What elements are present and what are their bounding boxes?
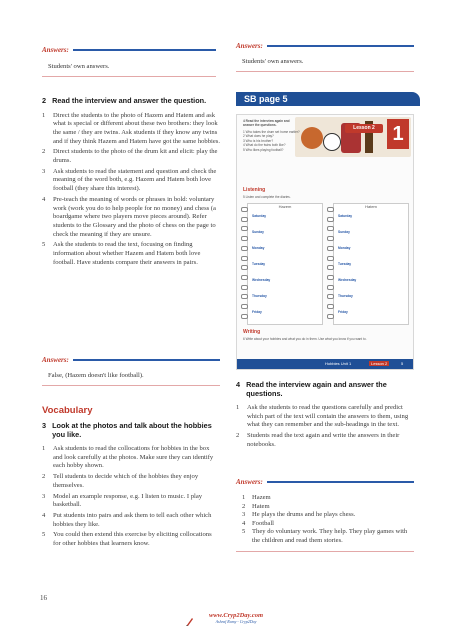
answer-item: 5 They do voluntary work. They help. They play games with the children and read them stories.	[242, 528, 408, 544]
diary-day: Wednesday	[252, 278, 271, 282]
answers-divider	[73, 359, 220, 361]
step-item: 3 Ask students to read the statement and question and check the meaning of the word both, e.g. Hazem and Hatem both love football (they share this interest).	[42, 167, 217, 193]
step-item: 4 Put students into pairs and ask them to tell each other which hobbies they like.	[42, 511, 212, 528]
answer-item: 3 He plays the drums and he plays chess.	[242, 511, 356, 519]
diary-spiral-left	[241, 207, 249, 319]
sb-footer	[237, 359, 413, 369]
vocabulary-section	[42, 405, 220, 551]
diary-day: Friday	[252, 310, 262, 314]
answers-label: Answers:	[42, 356, 69, 364]
diary-day: Friday	[338, 310, 348, 314]
section-3-heading	[42, 422, 220, 439]
answers-label: Answers:	[236, 478, 263, 486]
section-2-steps	[42, 112, 220, 268]
football-icon	[323, 133, 341, 151]
lesson-badge: Lesson 2	[345, 124, 383, 133]
step-item: 2 Tell students to decide which of the hobbies they enjoy themselves.	[42, 473, 199, 489]
section-heading-text: Read the interview again and answer the questions.	[246, 380, 387, 398]
step-item: 2 Direct students to the photo of the drum kit and elicit: play the drums.	[42, 148, 218, 165]
diary-day: Thursday	[252, 294, 267, 298]
answers-bottom-rule	[236, 71, 414, 72]
section-number: 4	[236, 380, 241, 389]
diary-day: Wednesday	[338, 278, 357, 282]
step-item: 1 Ask students to read the collocations for hobbies in the box and look carefully at the photos. Make sure they can identify each hobby shown.	[42, 445, 214, 470]
sb-questions-title: 4 Read the interview again and answer the questions.	[243, 119, 290, 128]
section-heading-text: Read the interview and answer the question.	[52, 96, 207, 105]
footer-unit: Hobbies Unit 1	[325, 361, 352, 366]
answers-bottom-rule	[236, 551, 414, 552]
answers-divider	[267, 45, 414, 47]
vocabulary-title: Vocabulary	[42, 405, 93, 416]
section-2-heading	[42, 97, 220, 106]
answers-bottom-rule	[42, 76, 216, 77]
diary-day: Monday	[338, 246, 351, 250]
section-4-heading	[236, 381, 416, 398]
section-3-steps	[42, 445, 220, 549]
answers-box-section-2	[42, 356, 220, 386]
watermark-pen-icon	[186, 613, 194, 623]
answers-bottom-rule	[42, 385, 220, 386]
section-2	[42, 97, 220, 269]
diary-day: Tuesday	[338, 262, 352, 266]
diary-spiral-right	[327, 207, 335, 319]
answer-item: 4 Football	[242, 519, 274, 527]
answers-label: Answers:	[236, 42, 263, 50]
step-item: 5 Ask the students to read the text, focusing on finding information about whether Hazem and Hatem both love football. Have students compare their answers in pairs.	[42, 241, 201, 266]
answer-item: 2 Hatem	[242, 502, 270, 510]
section-4-steps	[236, 404, 416, 450]
step-item: 1 Direct the students to the photo of Hazem and Hatem and ask what is special or different about these two brothers: they look the same / they are twins. Ask students if they know any twins and if they think Hazem and Hatem have got the same hobbies.	[42, 111, 220, 145]
answers-label: Answers:	[42, 46, 69, 54]
answers-divider	[73, 49, 216, 51]
diary-day: Sunday	[252, 230, 264, 234]
diary-day: Tuesday	[252, 262, 266, 266]
diary-title: Hazem	[278, 204, 292, 209]
diary-day: Saturday	[338, 214, 353, 218]
listening-task: 5 Listen and complete the diaries.	[243, 195, 291, 199]
sb-questions-list: 1 Who takes the drum set home earlier? 2 What does he play? 3 Who is his brother? 4 What do the twins both like? 5 Who likes playing football?	[243, 130, 300, 152]
footer-page-number: 5	[401, 361, 404, 366]
diary-day: Saturday	[252, 214, 267, 218]
step-item: 5 You could then extend this exercise by eliciting collocations for other hobbies that learners know.	[42, 531, 212, 548]
answers-list	[236, 494, 414, 546]
writing-label: Writing	[243, 329, 261, 335]
answers-box-top-right	[236, 42, 414, 72]
student-book-thumbnail	[236, 114, 414, 370]
writing-task: 6 Write about your hobbies and what you do in them. Use what you know if you want to.	[243, 337, 367, 341]
answers-text: Students' own answers.	[242, 58, 304, 65]
diary-day: Thursday	[338, 294, 353, 298]
diary-title: Hatem	[365, 204, 377, 209]
basketball-icon	[301, 127, 323, 149]
diary-hazem	[247, 203, 323, 325]
answers-box-top-left	[42, 46, 216, 77]
watermark-url: www.Cryp2Day.com	[208, 612, 264, 619]
step-item: 4 Pre-teach the meaning of words or phrases in bold: voluntary work (work you do to help people for no money) and chess (a boardgame where two players move pieces around). Refer students to the Glossary and the photo of chess on the page to check the meaning if they are unsure.	[42, 195, 216, 238]
section-number: 3	[42, 421, 47, 430]
step-item: 2 Students read the text again and write the answers in their notebooks.	[236, 432, 400, 448]
answers-divider	[267, 481, 414, 483]
diary-day: Monday	[252, 246, 265, 250]
listening-label: Listening	[243, 187, 266, 193]
step-item: 3 Model an example response, e.g. I listen to music. I play basketball.	[42, 492, 203, 509]
section-number: 2	[42, 96, 47, 105]
answers-box-section-4	[236, 478, 414, 552]
watermark-sub: Ashraf Ramy - Cryp2Day	[215, 619, 257, 624]
section-heading-text: Look at the photos and talk about the hobbies you like.	[52, 421, 212, 439]
answer-item: 1 Hazem	[242, 494, 271, 501]
footer-lesson: Lesson 2	[371, 361, 388, 366]
diary-day: Sunday	[338, 230, 350, 234]
answers-text: Students' own answers.	[48, 63, 110, 70]
step-item: 1 Ask the students to read the questions carefully and predict which part of the text will contain the answers to them, using what they can remember and the sub-headings in the text.	[236, 404, 409, 429]
unit-number-tab: 1	[387, 119, 409, 149]
sb-page-banner: SB page 5	[236, 92, 420, 106]
answers-text: False, (Hazem doesn't like football).	[48, 372, 144, 379]
section-4	[236, 381, 416, 452]
watermark	[196, 612, 276, 624]
page-number: 16	[40, 594, 47, 602]
diary-hatem	[333, 203, 409, 325]
